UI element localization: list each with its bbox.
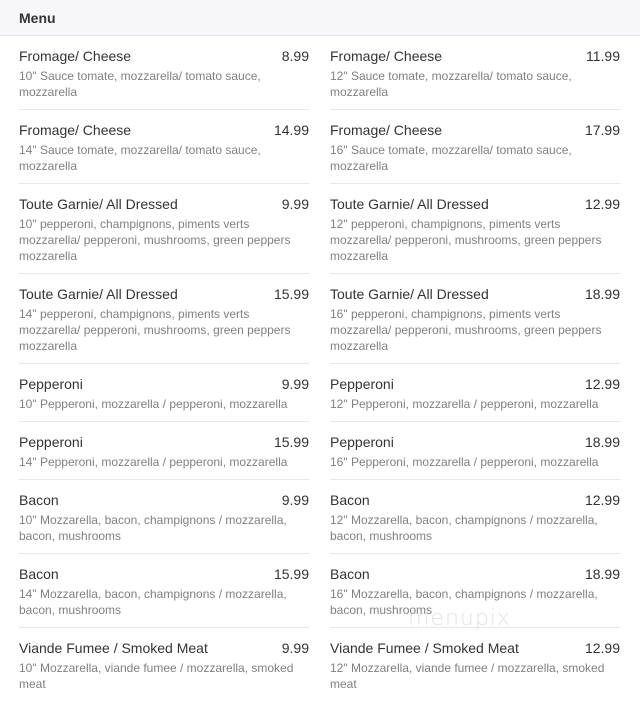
item-description: 16" Sauce tomate, mozzarella/ tomato sauce, mozzarella — [330, 143, 572, 173]
menu-item[interactable] — [330, 274, 620, 364]
item-name: Viande Fumee / Smoked Meat — [330, 640, 519, 656]
item-price: 9.99 — [281, 640, 309, 656]
item-price: 14.99 — [273, 122, 309, 138]
item-price: 9.99 — [281, 196, 309, 212]
item-description: 12" Sauce tomate, mozzarella/ tomato sauce, mozzarella — [330, 69, 572, 99]
item-description: 14" pepperoni, champignons, piments verts mozzarella/ pepperoni, mushrooms, green peppers mozzarella — [19, 307, 291, 353]
menu-item[interactable] — [19, 36, 309, 110]
watermark-logo: menupix — [408, 606, 511, 631]
item-name: Fromage/ Cheese — [330, 48, 443, 64]
item-name: Bacon — [19, 566, 59, 582]
item-price: 18.99 — [584, 434, 620, 450]
menu-item[interactable] — [330, 628, 620, 701]
item-description: 12" pepperoni, champignons, piments verts mozzarella/ pepperoni, mushrooms, green peppers mozzarella — [330, 217, 602, 263]
item-name: Fromage/ Cheese — [330, 122, 443, 138]
item-description: 10" Pepperoni, mozzarella / pepperoni, mozzarella — [19, 397, 288, 411]
item-name: Toute Garnie/ All Dressed — [330, 196, 489, 212]
menu-item[interactable] — [19, 422, 309, 480]
menu-header — [0, 0, 640, 36]
item-description: 14" Sauce tomate, mozzarella/ tomato sauce, mozzarella — [19, 143, 261, 173]
item-description: 16" pepperoni, champignons, piments verts mozzarella/ pepperoni, mushrooms, green peppers mozzarella — [330, 307, 602, 353]
item-name: Fromage/ Cheese — [19, 122, 132, 138]
item-price: 12.99 — [584, 640, 620, 656]
menu-item[interactable] — [19, 110, 309, 184]
item-description: 10" Mozzarella, bacon, champignons / mozzarella, bacon, mushrooms — [19, 513, 287, 543]
item-name: Bacon — [330, 566, 370, 582]
menu-item[interactable] — [330, 36, 620, 110]
menu-item[interactable] — [19, 184, 309, 274]
menu-item[interactable] — [330, 480, 620, 554]
item-price: 17.99 — [584, 122, 620, 138]
menu-item[interactable] — [330, 364, 620, 422]
item-name: Fromage/ Cheese — [19, 48, 132, 64]
item-price: 15.99 — [273, 286, 309, 302]
item-price: 18.99 — [584, 566, 620, 582]
menu-title: Menu — [19, 9, 56, 26]
item-name: Bacon — [19, 492, 59, 508]
item-description: 10" Sauce tomate, mozzarella/ tomato sauce, mozzarella — [19, 69, 261, 99]
item-description: 16" Pepperoni, mozzarella / pepperoni, mozzarella — [330, 455, 599, 469]
item-description: 10" Mozzarella, viande fumee / mozzarella, smoked meat — [19, 661, 294, 691]
menu-item[interactable] — [19, 480, 309, 554]
item-price: 15.99 — [273, 566, 309, 582]
item-name: Pepperoni — [330, 376, 394, 392]
menu-item[interactable] — [19, 274, 309, 364]
item-name: Bacon — [330, 492, 370, 508]
menu-item[interactable] — [19, 364, 309, 422]
item-price: 15.99 — [273, 434, 309, 450]
item-description: 12" Mozzarella, viande fumee / mozzarella, smoked meat — [330, 661, 605, 691]
item-price: 9.99 — [281, 492, 309, 508]
item-price: 12.99 — [584, 376, 620, 392]
item-description: 16" Mozzarella, bacon, champignons / mozzarella, bacon, mushrooms — [330, 587, 598, 617]
item-name: Viande Fumee / Smoked Meat — [19, 640, 208, 656]
item-description: 14" Pepperoni, mozzarella / pepperoni, mozzarella — [19, 455, 288, 469]
menu-item[interactable] — [330, 184, 620, 274]
menu-grid — [19, 36, 620, 701]
item-price: 8.99 — [281, 48, 309, 64]
item-description: 10" pepperoni, champignons, piments verts mozzarella/ pepperoni, mushrooms, green peppers mozzarella — [19, 217, 291, 263]
item-name: Toute Garnie/ All Dressed — [19, 196, 178, 212]
item-price: 18.99 — [584, 286, 620, 302]
item-price: 11.99 — [586, 48, 620, 64]
item-name: Toute Garnie/ All Dressed — [19, 286, 178, 302]
item-description: 12" Mozzarella, bacon, champignons / mozzarella, bacon, mushrooms — [330, 513, 598, 543]
item-description: 12" Pepperoni, mozzarella / pepperoni, mozzarella — [330, 397, 599, 411]
menu-item[interactable] — [330, 110, 620, 184]
item-price: 12.99 — [584, 196, 620, 212]
menu-item[interactable] — [19, 628, 309, 701]
item-name: Toute Garnie/ All Dressed — [330, 286, 489, 302]
menu-item[interactable] — [19, 554, 309, 628]
menu-item[interactable] — [330, 422, 620, 480]
item-name: Pepperoni — [330, 434, 394, 450]
item-price: 9.99 — [281, 376, 309, 392]
item-name: Pepperoni — [19, 434, 83, 450]
item-price: 12.99 — [584, 492, 620, 508]
item-description: 14" Mozzarella, bacon, champignons / mozzarella, bacon, mushrooms — [19, 587, 287, 617]
item-name: Pepperoni — [19, 376, 83, 392]
